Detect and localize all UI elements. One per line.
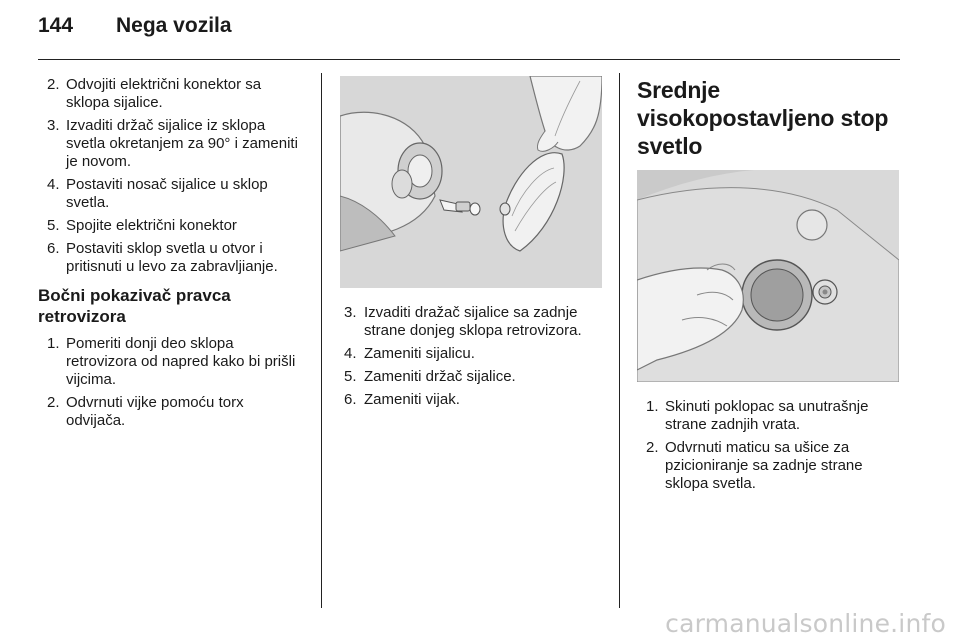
section-subheading: Bočni pokazivač pravca retrovizora — [38, 286, 231, 326]
step-text: Zameniti vijak. — [364, 391, 460, 408]
step-text: Zameniti držač sijalice. — [364, 368, 516, 385]
list-item — [637, 398, 902, 434]
step-number: 5. — [47, 217, 60, 234]
list-item — [340, 391, 602, 409]
step-number: 1. — [646, 398, 659, 415]
step-number: 3. — [344, 304, 357, 321]
stop-light-drawing — [637, 170, 899, 382]
step-text: Skinuti poklopac sa unutrašnje strane zadnjih vrata. — [665, 398, 869, 433]
step-text: Zameniti sijalicu. — [364, 345, 475, 362]
step-list — [38, 335, 300, 430]
step-text: Izvaditi držač sijalice iz sklopa svetla okretanjem za 90° i zameniti je novom. — [66, 117, 298, 170]
left-column — [38, 76, 300, 435]
step-text: Spojite električni konektor — [66, 217, 237, 234]
page-title: Nega vozila — [116, 14, 232, 37]
list-item — [340, 304, 602, 340]
step-number: 3. — [47, 117, 60, 134]
step-number: 2. — [646, 439, 659, 456]
step-text: Odvrnuti maticu sa ušice za pzicioniranje sa zadnje strane sklopa svetla. — [665, 439, 863, 492]
step-text: Postaviti nosač sijalice u sklop svetla. — [66, 176, 268, 211]
list-item — [340, 368, 602, 386]
step-list — [38, 76, 300, 276]
list-item — [38, 394, 300, 430]
list-item — [38, 240, 300, 276]
list-item — [38, 176, 300, 212]
step-text: Odvojiti električni konektor sa sklopa sijalice. — [66, 76, 262, 111]
page-header — [38, 14, 232, 48]
watermark: carmanualsonline.info — [665, 609, 946, 638]
step-list — [340, 304, 602, 409]
column-divider — [619, 73, 620, 608]
step-list — [637, 398, 902, 493]
header-rule — [38, 59, 900, 60]
right-column — [637, 76, 902, 498]
list-item — [340, 345, 602, 363]
middle-column — [340, 76, 602, 414]
column-divider — [321, 73, 322, 608]
step-text: Odvrnuti vijke pomoću torx odvijača. — [66, 394, 244, 429]
step-number: 6. — [344, 391, 357, 408]
list-item — [38, 76, 300, 112]
mirror-bulb-drawing — [340, 76, 602, 288]
step-text: Postaviti sklop svetla u otvor i pritisnuti u levo za zabravljianje. — [66, 240, 278, 275]
section-heading: Srednje visokopostavljeno stop svetlo — [637, 77, 889, 159]
step-text: Izvaditi dražač sijalice sa zadnje strane donjeg sklopa retrovizora. — [364, 304, 582, 339]
step-number: 4. — [344, 345, 357, 362]
list-item — [637, 439, 902, 493]
page-number: 144 — [38, 14, 74, 37]
step-text: Pomeriti donji deo sklopa retrovizora od napred kako bi prišli vijcima. — [66, 335, 296, 388]
stop-light-illustration — [637, 170, 899, 382]
step-number: 5. — [344, 368, 357, 385]
list-item — [38, 117, 300, 171]
step-number: 2. — [47, 394, 60, 411]
list-item — [38, 217, 300, 235]
list-item — [38, 335, 300, 389]
step-number: 1. — [47, 335, 60, 352]
step-number: 4. — [47, 176, 60, 193]
step-number: 2. — [47, 76, 60, 93]
mirror-indicator-illustration — [340, 76, 602, 288]
step-number: 6. — [47, 240, 60, 257]
